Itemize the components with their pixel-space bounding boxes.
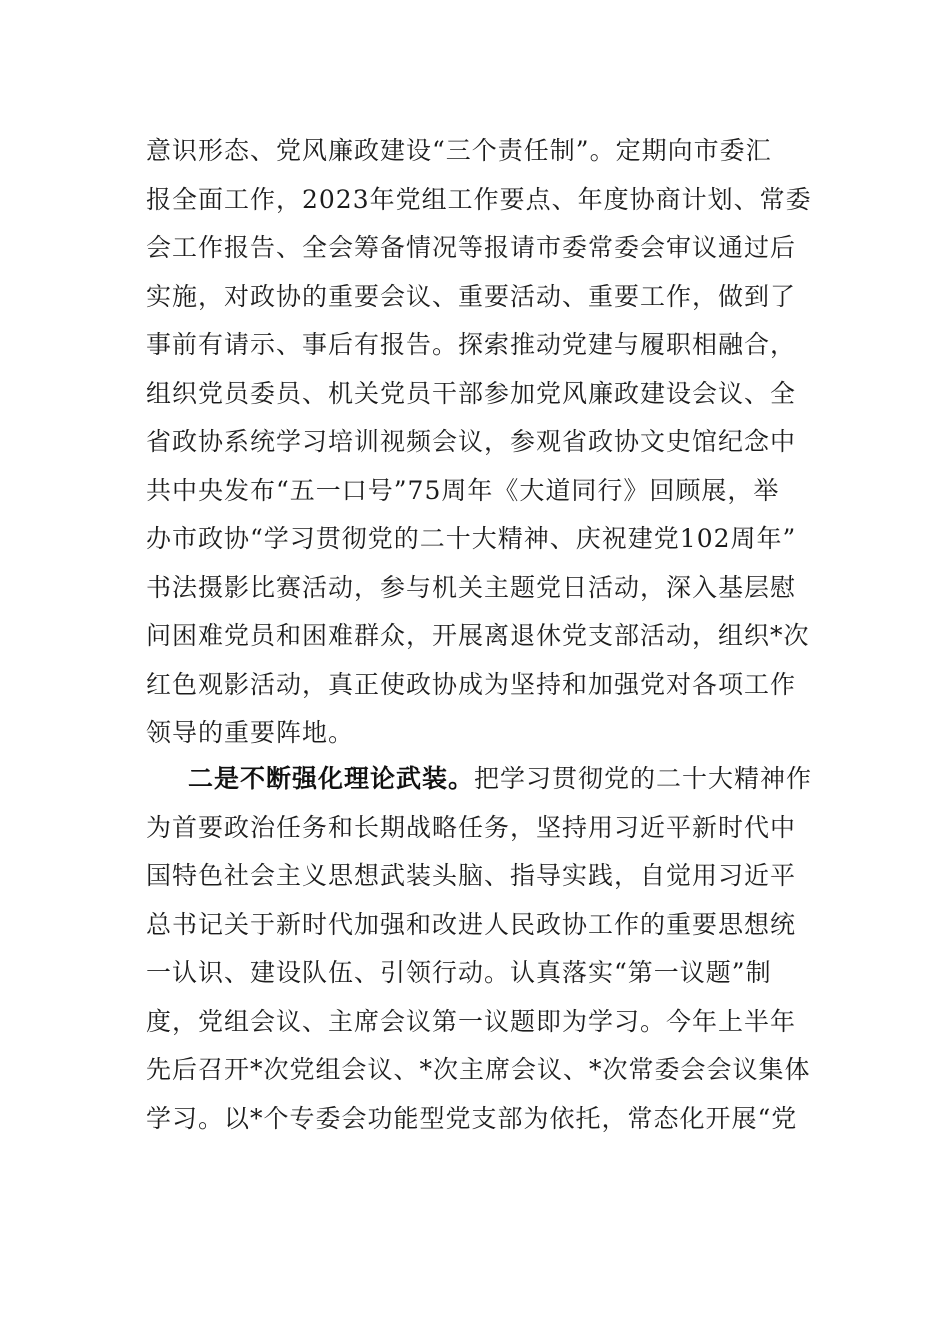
paragraph-1-line: 组织党员委员、机关党员干部参加党风廉政建设会议、全 bbox=[146, 378, 797, 408]
paragraph-2 bbox=[146, 755, 813, 1143]
paragraph-1-line: 问困难党员和困难群众，开展离退休党支部活动，组织*次 bbox=[146, 621, 810, 650]
paragraph-1-line: 书法摄影比赛活动，参与机关主题党日活动，深入基层慰 bbox=[146, 572, 797, 602]
paragraph-2-line: 一认识、建设队伍、引领行动。认真落实“第一议题”制 bbox=[146, 958, 772, 987]
paragraph-2-first-line bbox=[146, 755, 813, 804]
paragraph-2-line: 总书记关于新时代加强和改进人民政协工作的重要思想统 bbox=[146, 909, 797, 939]
paragraph-1 bbox=[146, 127, 812, 758]
paragraph-1-line: 报全面工作，2023年党组工作要点、年度协商计划、常委 bbox=[146, 184, 812, 214]
paragraph-1-line: 领导的重要阵地。 bbox=[146, 718, 355, 747]
paragraph-1-line: 红色观影活动，真正使政协成为坚持和加强党对各项工作 bbox=[146, 669, 797, 699]
paragraph-2-heading: 二是不断强化理论武装。 bbox=[188, 764, 475, 793]
paragraph-1-line: 省政协系统学习培训视频会议，参观省政协文史馆纪念中 bbox=[146, 427, 797, 456]
paragraph-2-line: 先后召开*次党组会议、*次主席会议、*次常委会会议集体 bbox=[146, 1055, 811, 1084]
paragraph-1-line: 事前有请示、事后有报告。探索推动党建与履职相融合， bbox=[146, 330, 797, 359]
paragraph-1-line: 意识形态、党风廉政建设“三个责任制”。定期向市委汇 bbox=[146, 136, 772, 165]
paragraph-2-line: 学习。以*个专委会功能型党支部为依托，常态化开展“党 bbox=[146, 1103, 798, 1133]
paragraph-2-line: 度，党组会议、主席会议第一议题即为学习。今年上半年 bbox=[146, 1006, 797, 1036]
paragraph-2-line: 国特色社会主义思想武装头脑、指导实践，自觉用习近平 bbox=[146, 861, 797, 890]
paragraph-1-line: 共中央发布“五一口号”75周年《大道同行》回顾展，举 bbox=[146, 475, 780, 505]
paragraph-1-line: 办市政协“学习贯彻党的二十大精神、庆祝建党102周年” bbox=[146, 524, 797, 553]
paragraph-1-line: 实施，对政协的重要会议、重要活动、重要工作，做到了 bbox=[146, 281, 797, 311]
paragraph-2-first-line-text: 把学习贯彻党的二十大精神作 bbox=[474, 764, 813, 793]
paragraph-1-line: 会工作报告、全会筹备情况等报请市委常委会审议通过后 bbox=[146, 233, 797, 262]
paragraph-2-line: 为首要政治任务和长期战略任务，坚持用习近平新时代中 bbox=[146, 812, 797, 842]
